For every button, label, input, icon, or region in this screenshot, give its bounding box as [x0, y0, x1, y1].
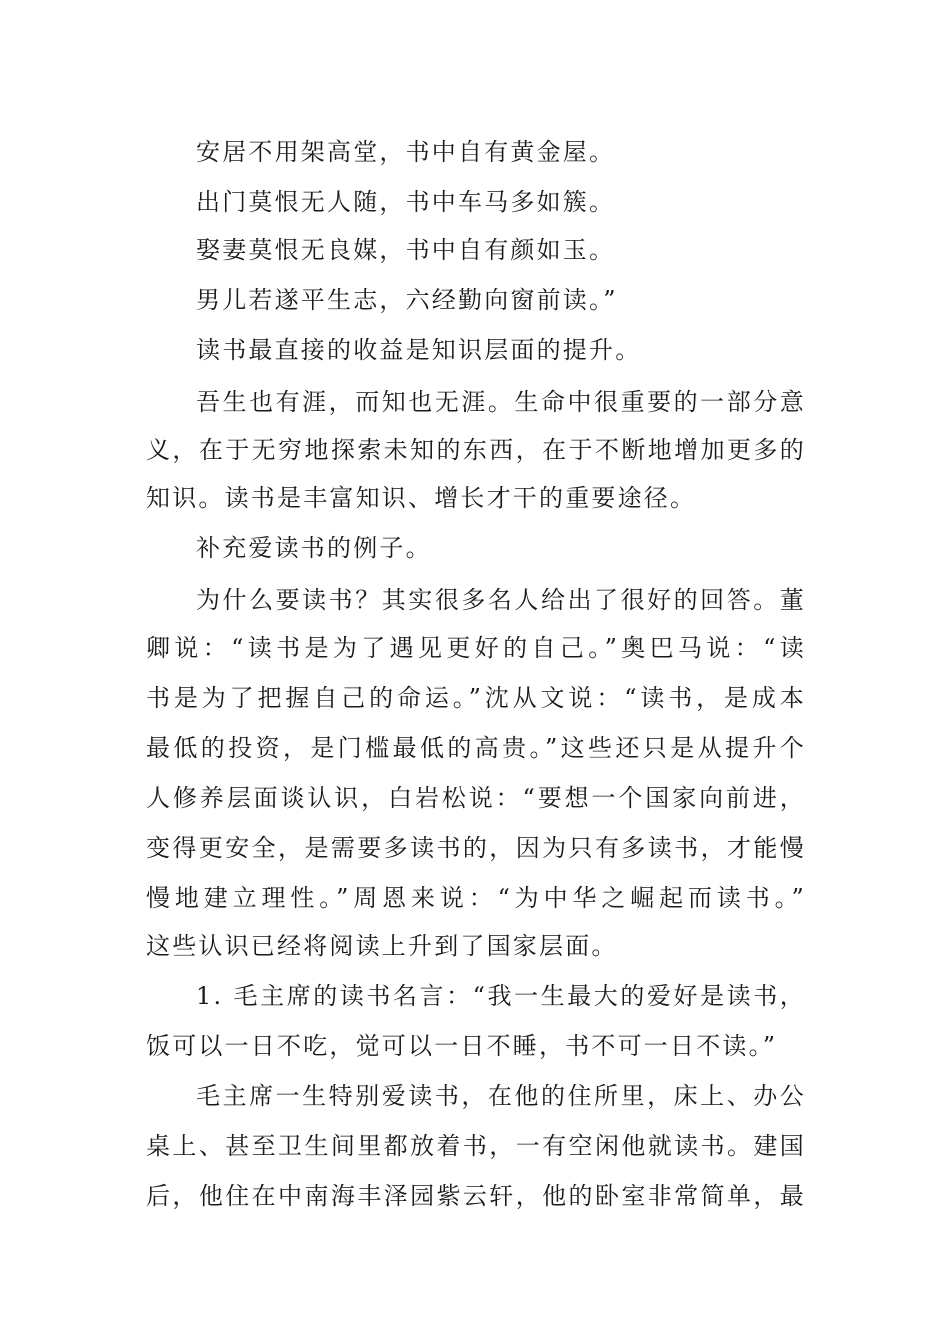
paragraph-line: 读书最直接的收益是知识层面的提升。 — [196, 336, 642, 364]
paragraph-line: 后，他住在中南海丰泽园紫云轩，他的卧室非常简单，最 — [146, 1182, 806, 1210]
paragraph-line: 毛主席一生特别爱读书，在他的住所里，床上、办公 — [196, 1082, 806, 1110]
poem-line-3: 娶妻莫恨无良媒，书中自有颜如玉。 — [196, 236, 616, 264]
poem-line-2: 出门莫恨无人随，书中车马多如簇。 — [196, 188, 616, 216]
paragraph-line: 桌上、甚至卫生间里都放着书，一有空闲他就读书。建国 — [146, 1132, 806, 1160]
paragraph-line: 为什么要读书？其实很多名人给出了很好的回答。董 — [196, 586, 806, 614]
poem-line-1: 安居不用架高堂，书中自有黄金屋。 — [196, 138, 616, 166]
paragraph-line: 这些认识已经将阅读上升到了国家层面。 — [146, 932, 618, 960]
paragraph-line: 变得更安全，是需要多读书的，因为只有多读书，才能慢 — [146, 834, 806, 862]
paragraph-line: 慢地建立理性。”周恩来说：“为中华之崛起而读书。” — [146, 884, 806, 912]
paragraph-line: 卿说：“读书是为了遇见更好的自己。”奥巴马说：“读 — [146, 634, 806, 662]
paragraph-line: 知识。读书是丰富知识、增长才干的重要途径。 — [146, 484, 697, 512]
paragraph-line: 吾生也有涯，而知也无涯。生命中很重要的一部分意 — [196, 388, 806, 416]
paragraph-line: 饭可以一日不吃，觉可以一日不睡，书不可一日不读。” — [146, 1032, 778, 1060]
paragraph-line: 书是为了把握自己的命运。”沈从文说：“读书，是成本 — [146, 684, 806, 712]
paragraph-line: 义，在于无穷地探索未知的东西，在于不断地增加更多的 — [146, 436, 806, 464]
poem-line-4: 男儿若遂平生志，六经勤向窗前读。” — [196, 286, 618, 314]
paragraph-line: 最低的投资，是门槛最低的高贵。”这些还只是从提升个 — [146, 734, 806, 762]
paragraph-line: 人修养层面谈认识，白岩松说：“要想一个国家向前进， — [146, 784, 806, 812]
paragraph-line: 1. 毛主席的读书名言：“我一生最大的爱好是读书， — [196, 982, 806, 1010]
paragraph-line: 补充爱读书的例子。 — [196, 534, 432, 562]
